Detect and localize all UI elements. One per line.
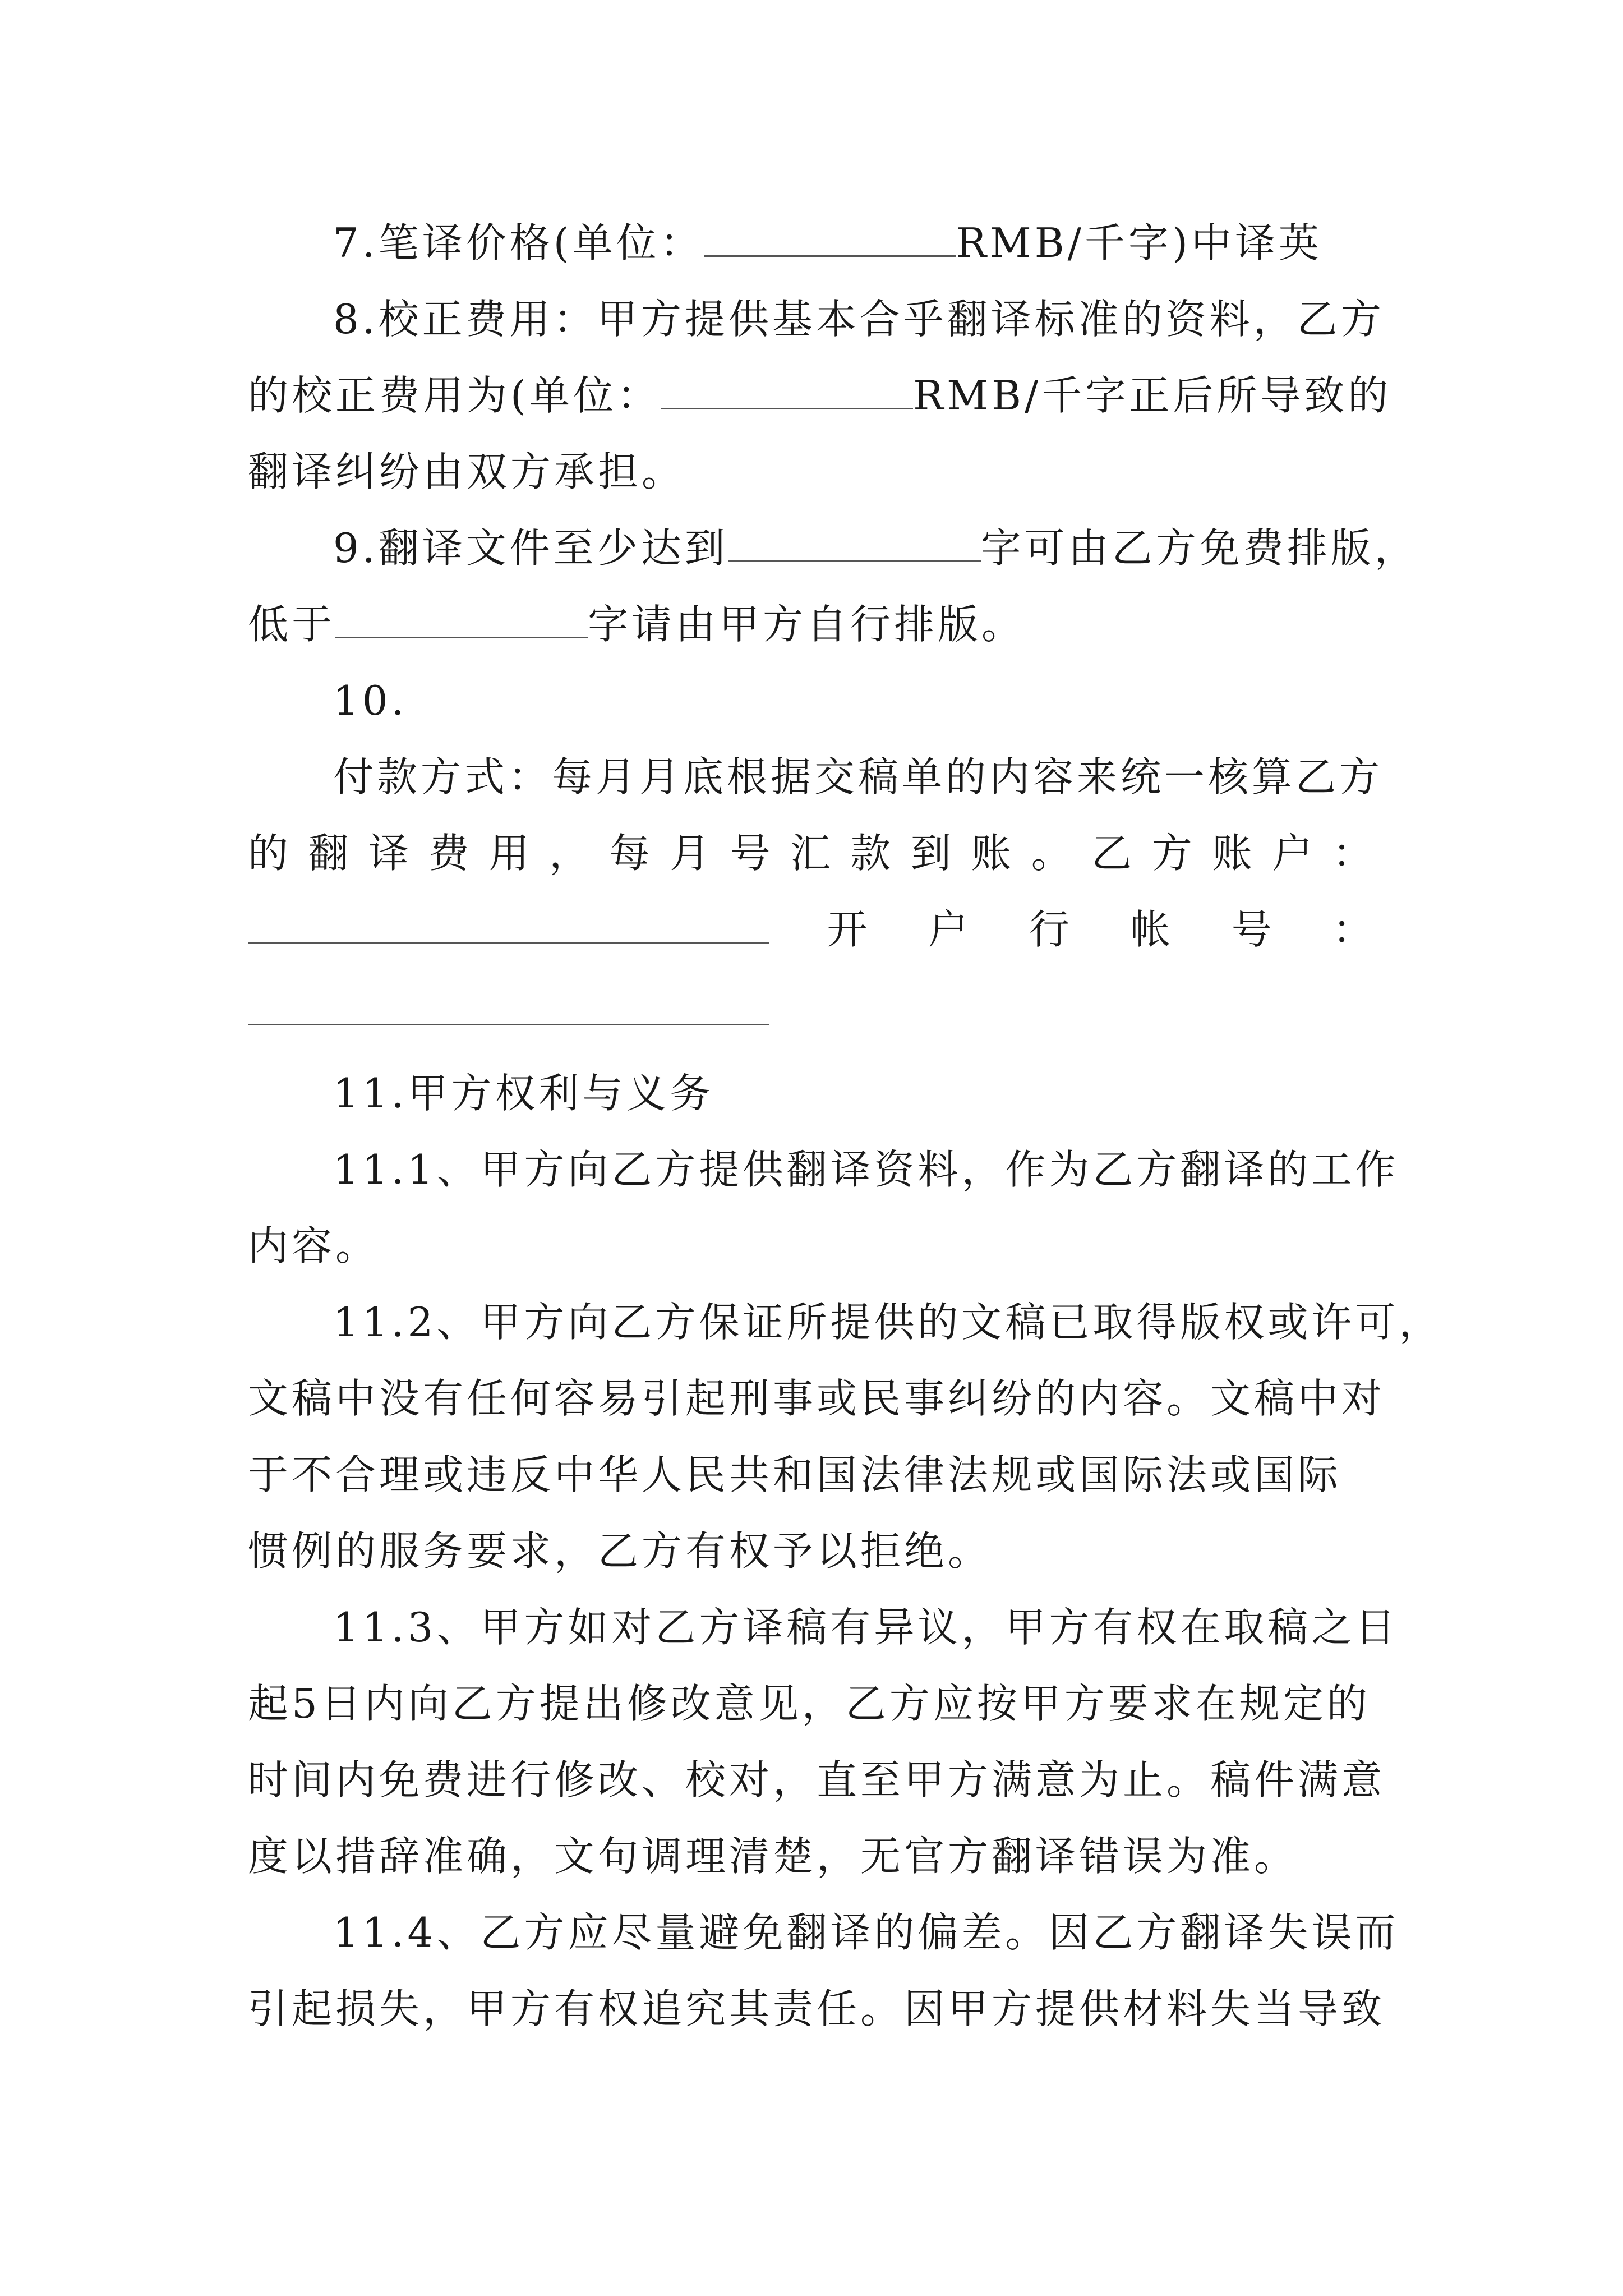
item-10-line-3-char: 帐	[1130, 906, 1174, 953]
item-11-2-line-4: 惯例的服务要求，乙方有权予以拒绝。	[248, 1527, 992, 1575]
item-11-1-line-2: 内容。	[248, 1222, 380, 1269]
item-9-line-2-suffix: 字请由甲方自行排版。	[588, 601, 1026, 648]
item-10-line-2-char: 翻	[308, 830, 352, 877]
min-words-blank[interactable]	[728, 521, 981, 562]
item-7-line	[333, 216, 1461, 270]
item-10-line-2-char: ，	[549, 830, 593, 877]
item-8-line-2-prefix: 的校正费用为(单位：	[248, 372, 661, 419]
item-11-heading: 11.甲方权利与义务	[333, 1070, 714, 1117]
item-10-line-3-char: 行	[1029, 906, 1073, 953]
item-10-line-3-char: 户	[928, 906, 972, 953]
item-11-2-line-3: 于不合理或违反中华人民共和国法律法规或国际法或国际	[248, 1451, 1342, 1498]
item-10-line-3-char: 开	[827, 906, 871, 953]
item-11-1-line-1: 11.1、甲方向乙方提供翻译资料，作为乙方翻译的工作	[333, 1146, 1399, 1193]
item-10-line-2-char: 译	[368, 830, 412, 877]
item-10-line-2	[248, 826, 1376, 880]
item-10-line-2-char: 费	[428, 830, 473, 877]
item-10-line-2-char: 每	[609, 830, 653, 877]
item-10-line-1: 付款方式：每月月底根据交稿单的内容来统一核算乙方	[333, 753, 1384, 800]
item-10-line-2-char: 账	[971, 830, 1015, 877]
item-11-4-line-2: 引起损失，甲方有权追究其责任。因甲方提供材料失当导致	[248, 1985, 1386, 2032]
item-8-line-1: 8.校正费用：甲方提供基本合乎翻译标准的资料，乙方	[333, 296, 1385, 343]
item-10-line-2-char: 汇	[790, 830, 834, 877]
item-11-4-line-1: 11.4、乙方应尽量避免翻译的偏差。因乙方翻译失误而	[333, 1909, 1399, 1956]
item-10-number: 10.	[333, 677, 408, 724]
item-10-line-2-char: 。	[1031, 830, 1075, 877]
price-blank[interactable]	[704, 216, 956, 257]
item-11-3-line-2: 起5日内向乙方提出修改意见，乙方应按甲方要求在规定的	[248, 1680, 1371, 1727]
item-10-line-2-char: 月	[670, 830, 714, 877]
item-10-line-2-char: 方	[1151, 830, 1196, 877]
item-8-line-2	[248, 369, 1392, 422]
item-10-line-4	[248, 984, 1376, 1038]
item-10-line-2-char: 号	[730, 830, 774, 877]
below-words-blank[interactable]	[335, 597, 588, 638]
proofreading-fee-blank[interactable]	[661, 369, 913, 409]
item-8-line-2-suffix: RMB/千字正后所导致的	[913, 372, 1392, 419]
item-9-line-1-prefix: 9.翻译文件至少达到	[333, 524, 728, 572]
item-10-line-2-char: 账	[1212, 830, 1256, 877]
item-11-2-line-1: 11.2、甲方向乙方保证所提供的文稿已取得版权或许可，	[333, 1299, 1443, 1346]
item-10-line-2-char: 款	[850, 830, 895, 877]
item-10-line-3	[248, 903, 1376, 956]
bank-account-blank[interactable]	[248, 984, 769, 1025]
item-10-line-2-char: 户	[1272, 830, 1316, 877]
item-11-3-line-4: 度以措辞准确，文句调理清楚，无官方翻译错误为准。	[248, 1833, 1298, 1880]
item-9-line-2	[248, 597, 1376, 651]
item-8-line-3: 翻译纠纷由双方承担。	[248, 448, 686, 495]
item-7-suffix: RMB/千字)中译英	[956, 219, 1322, 266]
account-name-blank[interactable]	[248, 903, 769, 944]
item-10-line-2-char: ：	[1332, 830, 1376, 877]
item-10-line-2-char: 到	[910, 830, 955, 877]
item-10-line-3-char: ：	[1332, 906, 1376, 953]
item-10-line-2-char: 用	[488, 830, 533, 877]
item-9-line-1-suffix: 字可由乙方免费排版，	[980, 524, 1418, 572]
item-10-line-3-char: 号	[1231, 906, 1275, 953]
item-11-3-line-1: 11.3、甲方如对乙方译稿有异议，甲方有权在取稿之日	[333, 1604, 1399, 1651]
item-9-line-2-prefix: 低于	[248, 601, 336, 648]
item-11-3-line-3: 时间内免费进行修改、校对，直至甲方满意为止。稿件满意	[248, 1756, 1386, 1803]
item-9-line-1	[333, 521, 1461, 575]
item-11-2-line-2: 文稿中没有任何容易引起刑事或民事纠纷的内容。文稿中对	[248, 1375, 1386, 1422]
item-7-prefix: 7.笔译价格(单位：	[333, 219, 704, 266]
item-10-line-2-char: 的	[248, 830, 292, 877]
item-10-line-2-char: 乙	[1091, 830, 1136, 877]
